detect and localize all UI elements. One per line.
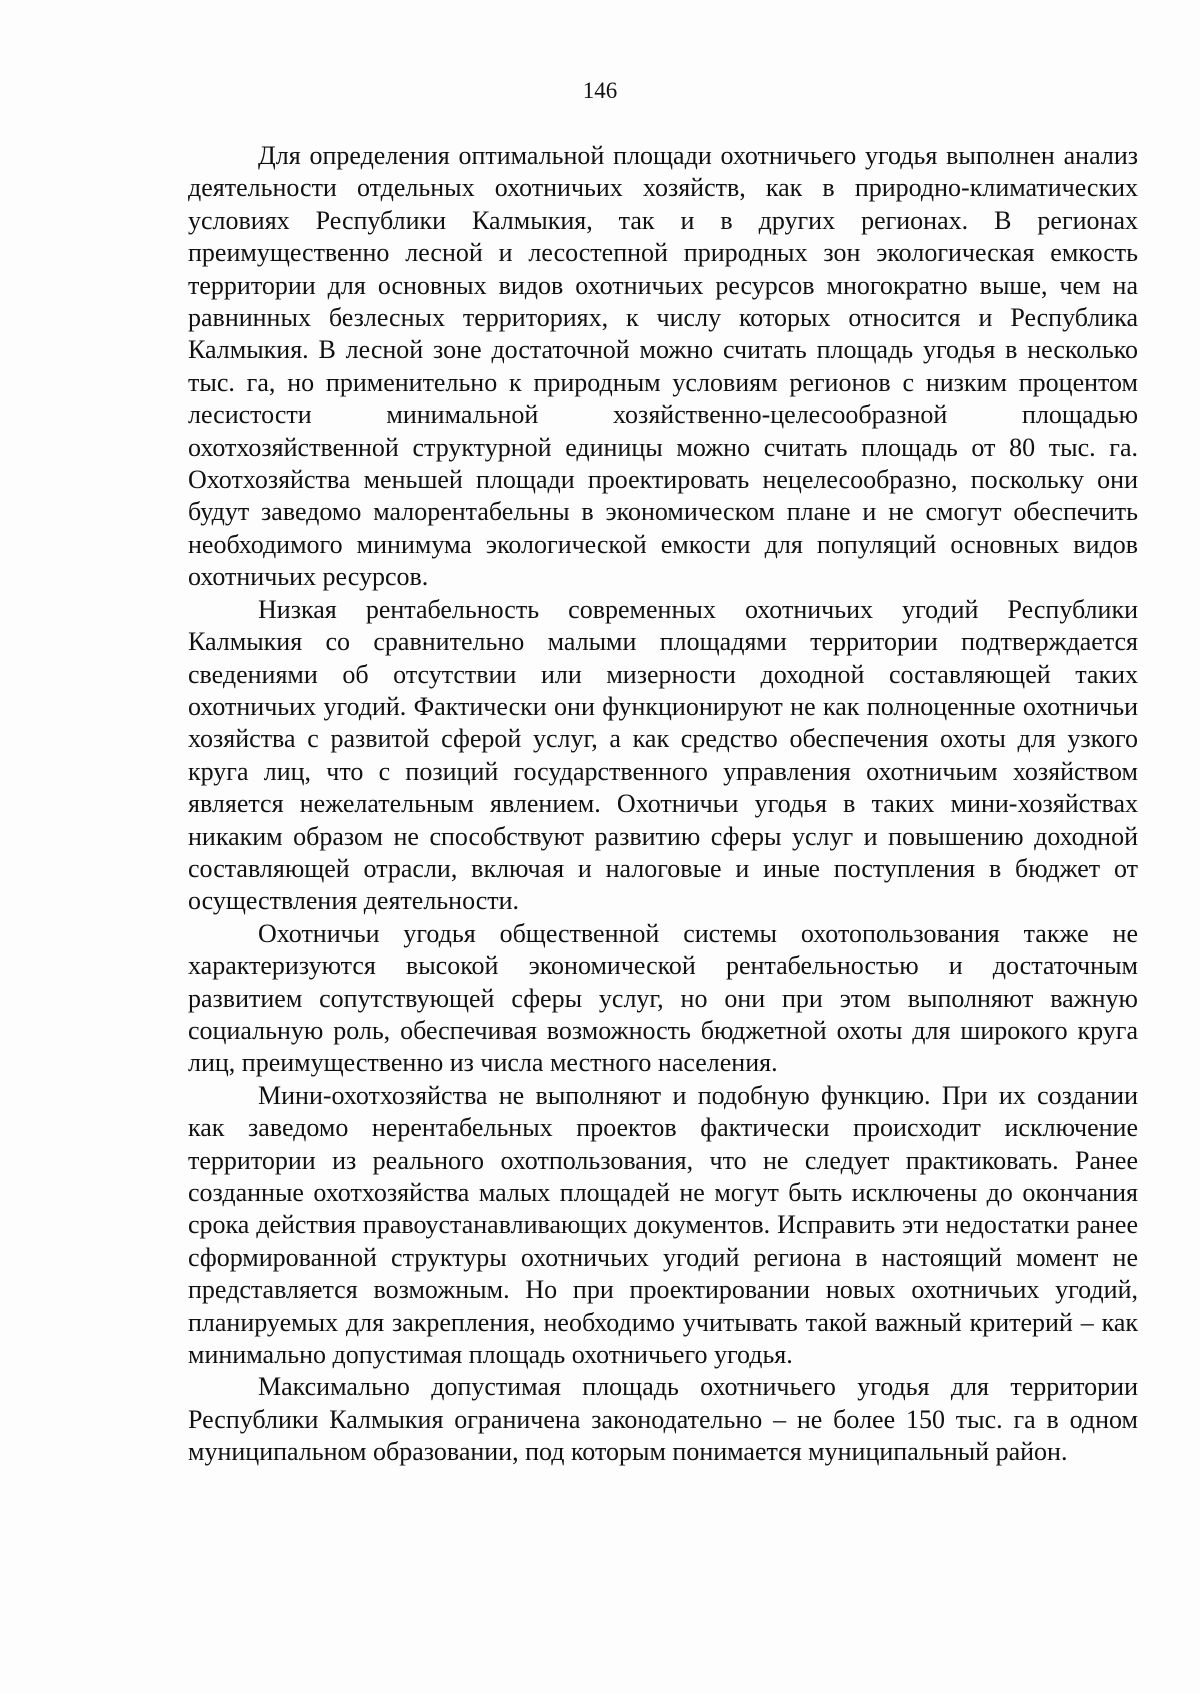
paragraph-max-area: Максимально допустимая площадь охотничьего угодья для территории Республики Калмыкия ограничена законодательно – не более 150 тыс. га в одном муниципальном образовании, под которым понимается муниципальный район. — [188, 1372, 1138, 1467]
paragraph-mini-farms: Мини-охотхозяйства не выполняют и подобную функцию. При их создании как заведомо нерентабельных проектов фактически происходит исключение территории из реального охотпользования, что не следует практиковать. Ранее созданные охотхозяйства малых площадей не могут быть исключены до окончания срока действия правоустанавливающих документов. Исправить эти недостатки ранее сформированной структуры охотничьих угодий региона в настоящий момент не представляется возможным. Но при проектировании новых охотничьих угодий, планируемых для закрепления, необходимо учитывать такой важный критерий – как минимально допустимая площадь охотничьего угодья. — [188, 1080, 1138, 1370]
document-body — [188, 140, 1138, 1469]
paragraph-low-profitability: Низкая рентабельность современных охотничьих угодий Республики Калмыкия со сравнительно малыми площадями территории подтверждается сведениями об отсутствии или мизерности доходной составляющей таких охотничьих угодий. Фактически они функционируют не как полноценные охотничьи хозяйства с развитой сферой услуг, а как средство обеспечения охоты для узкого круга лиц, что с позиций государственного управления охотничьим хозяйством является нежелательным явлением. Охотничьи угодья в таких мини-хозяйствах никаким образом не способствуют развитию сферы услуг и повышению доходной составляющей отрасли, включая и налоговые и иные поступления в бюджет от осуществления деятельности. — [188, 594, 1138, 916]
page-number: 146 — [582, 78, 618, 103]
paragraph-public-hunting: Охотничьи угодья общественной системы охотопользования также не характеризуются высокой экономической рентабельностью и достаточным развитием сопутствующей сферы услуг, но они при этом выполняют важную социальную роль, обеспечивая возможность бюджетной охоты для широкого круга лиц, преимущественно из числа местного населения. — [188, 918, 1138, 1078]
paragraph-optimal-area: Для определения оптимальной площади охотничьего угодья выполнен анализ деятельности отдельных охотничьих хозяйств, как в природно-климатических условиях Республики Калмыкия, так и в других регионах. В регионах преимущественно лесной и лесостепной природных зон экологическая емкость территории для основных видов охотничьих ресурсов многократно выше, чем на равнинных безлесных территориях, к числу которых относится и Республика Калмыкия. В лесной зоне достаточной можно считать площадь угодья в несколько тыс. га, но применительно к природным условиям регионов с низким процентом лесистости минимальной хозяйственно-целесообразной площадью охотхозяйственной структурной единицы можно считать площадь от 80 тыс. га. Охотхозяйства меньшей площади проектировать нецелесообразно, поскольку они будут заведомо малорентабельны в экономическом плане и не смогут обеспечить необходимого минимума экологической емкости для популяций основных видов охотничьих ресурсов. — [188, 141, 1138, 592]
